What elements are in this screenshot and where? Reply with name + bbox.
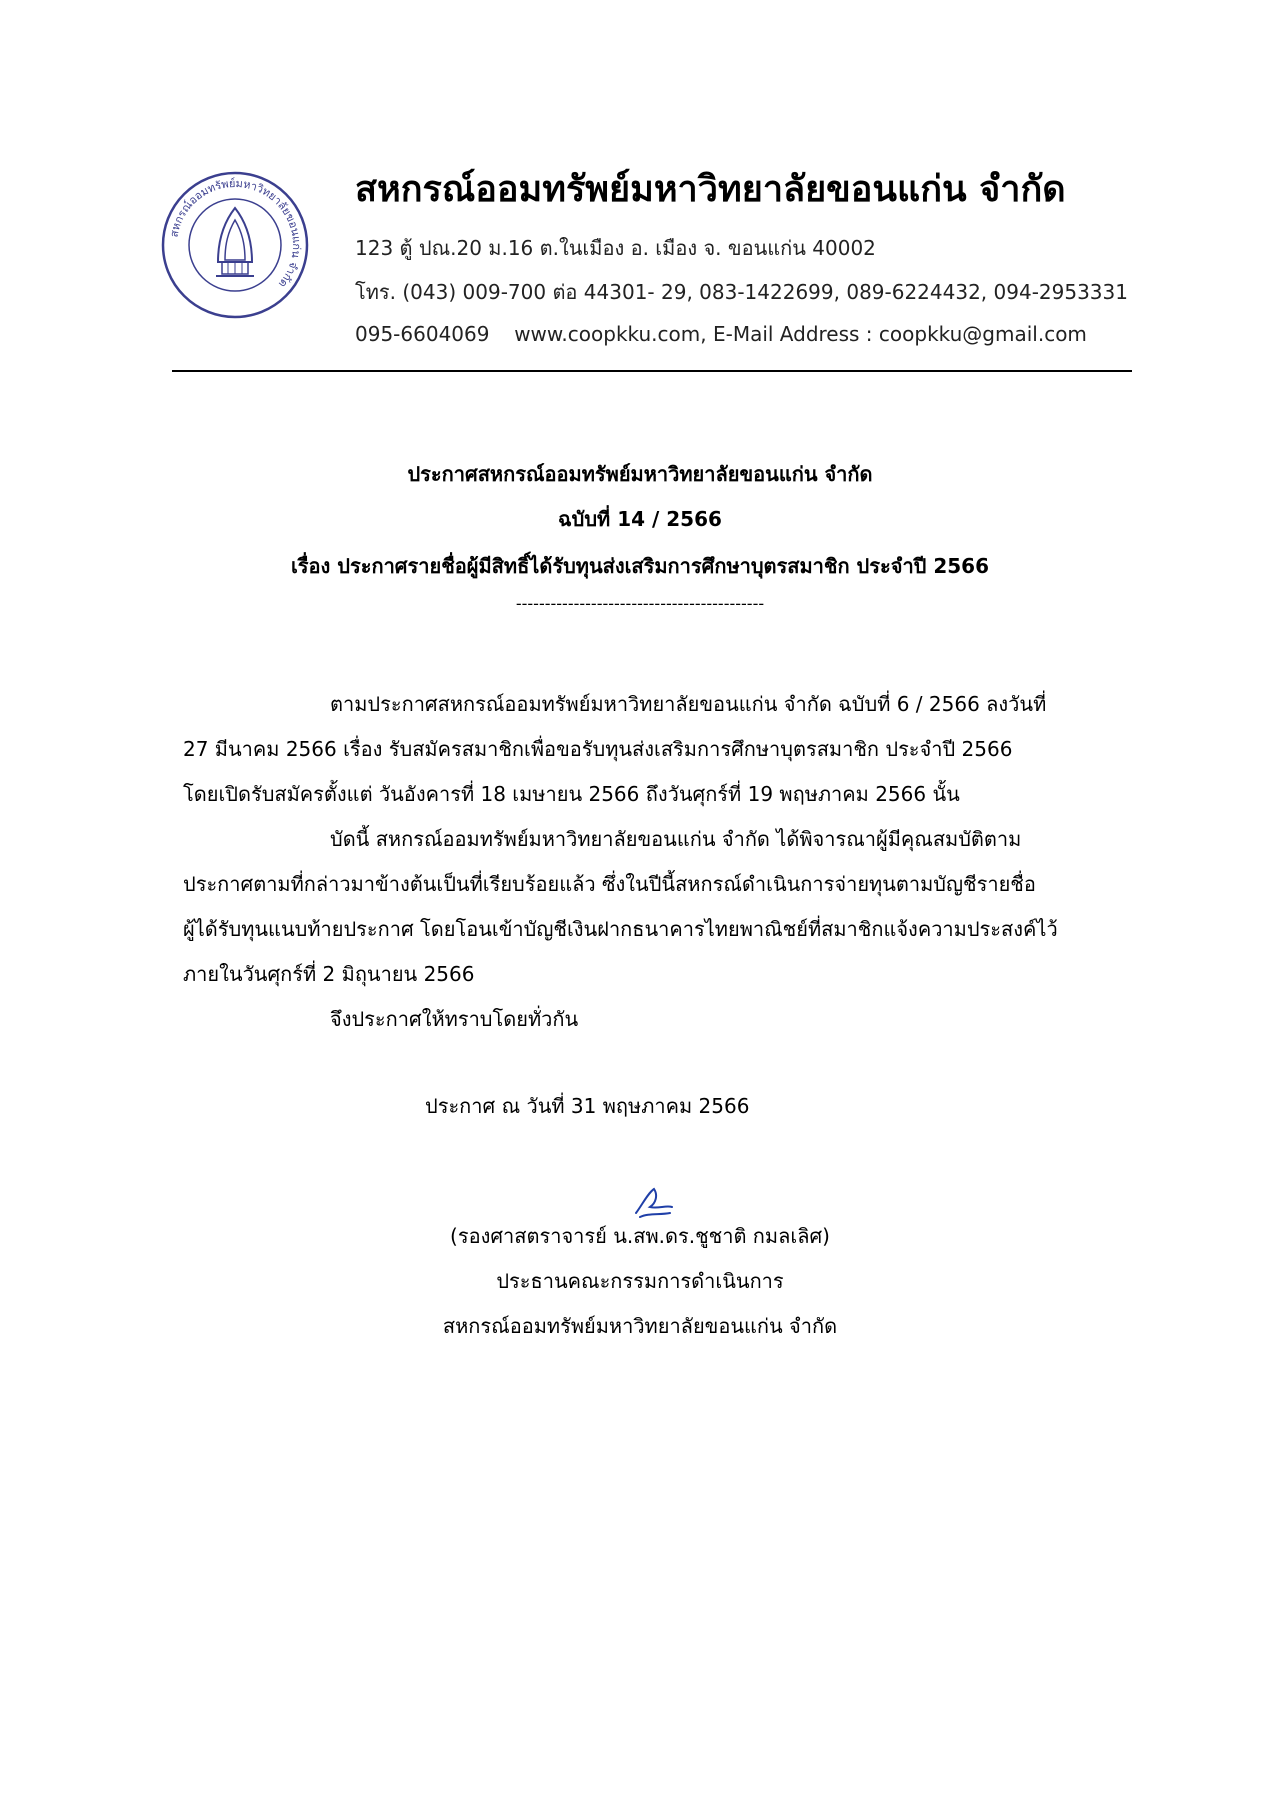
paragraph-1-line-2: 27 มีนาคม 2566 เรื่อง รับสมัครสมาชิกเพื่อขอรับทุนส่งเสริมการศึกษาบุตรสมาชิก ประจำปี 2566: [183, 737, 1013, 761]
organization-name: สหกรณ์ออมทรัพย์มหาวิทยาลัยขอนแก่น จำกัด: [355, 169, 1066, 210]
paragraph-1-line-3: โดยเปิดรับสมัครตั้งแต่ วันอังคารที่ 18 เมษายน 2566 ถึงวันศุกร์ที่ 19 พฤษภาคม 2566 นั้น: [183, 782, 960, 806]
paragraph-2-line-4: ภายในวันศุกร์ที่ 2 มิถุนายน 2566: [183, 962, 475, 986]
signatory-position: ประธานคณะกรรมการดำเนินการ: [496, 1269, 784, 1293]
organization-website: www.coopkku.com: [514, 322, 701, 346]
organization-phones: โทร. (043) 009-700 ต่อ 44301- 29, 083-1422699, 089-6224432, 094-2953331: [355, 280, 1128, 304]
organization-address: 123 ตู้ ปณ.20 ม.16 ต.ในเมือง อ. เมือง จ. ขอนแก่น 40002: [355, 236, 876, 260]
announcement-number: ฉบับที่ 14 / 2566: [558, 507, 722, 531]
paragraph-2-line-1: บัดนี้ สหกรณ์ออมทรัพย์มหาวิทยาลัยขอนแก่น จำกัด ได้พิจารณาผู้มีคุณสมบัติตาม: [330, 827, 1022, 851]
paragraph-2-line-3: ผู้ได้รับทุนแนบท้ายประกาศ โดยโอนเข้าบัญชีเงินฝากธนาคารไทยพาณิชย์ที่สมาชิกแจ้งความประสงค์ไว้: [183, 917, 1058, 941]
announcement-subject: เรื่อง ประกาศรายชื่อผู้มีสิทธิ์ได้รับทุนส่งเสริมการศึกษาบุตรสมาชิก ประจำปี 2566: [290, 554, 990, 578]
paragraph-3: จึงประกาศให้ทราบโดยทั่วกัน: [330, 1007, 579, 1031]
signatory-organization: สหกรณ์ออมทรัพย์มหาวิทยาลัยขอนแก่น จำกัด: [442, 1314, 838, 1338]
announcement-title: ประกาศสหกรณ์ออมทรัพย์มหาวิทยาลัยขอนแก่น จำกัด: [407, 462, 873, 486]
organization-phone-extra: 095-6604069: [355, 322, 490, 346]
paragraph-2-line-2: ประกาศตามที่กล่าวมาข้างต้นเป็นที่เรียบร้อยแล้ว ซึ่งในปีนี้สหกรณ์ดำเนินการจ่ายทุนตามบัญชีรายชื่อ: [183, 872, 1036, 896]
cooperative-seal-icon: [160, 170, 310, 320]
organization-contact-line: [355, 322, 1087, 346]
signature-icon: [628, 1183, 678, 1223]
letterhead-divider: [172, 370, 1132, 372]
organization-email: , E-Mail Address : coopkku@gmail.com: [700, 322, 1087, 346]
signatory-name: (รองศาสตราจารย์ น.สพ.ดร.ชูชาติ กมลเลิศ): [450, 1224, 830, 1248]
header-separator: -------------------------------------------: [515, 594, 765, 613]
svg-text:สหกรณ์ออมทรัพย์มหาวิทยาลัยขอนแ: สหกรณ์ออมทรัพย์มหาวิทยาลัยขอนแก่น จำกัด: [167, 176, 304, 291]
announcement-date: ประกาศ ณ วันที่ 31 พฤษภาคม 2566: [425, 1094, 750, 1118]
paragraph-1-line-1: ตามประกาศสหกรณ์ออมทรัพย์มหาวิทยาลัยขอนแก่น จำกัด ฉบับที่ 6 / 2566 ลงวันที่: [330, 692, 1047, 716]
